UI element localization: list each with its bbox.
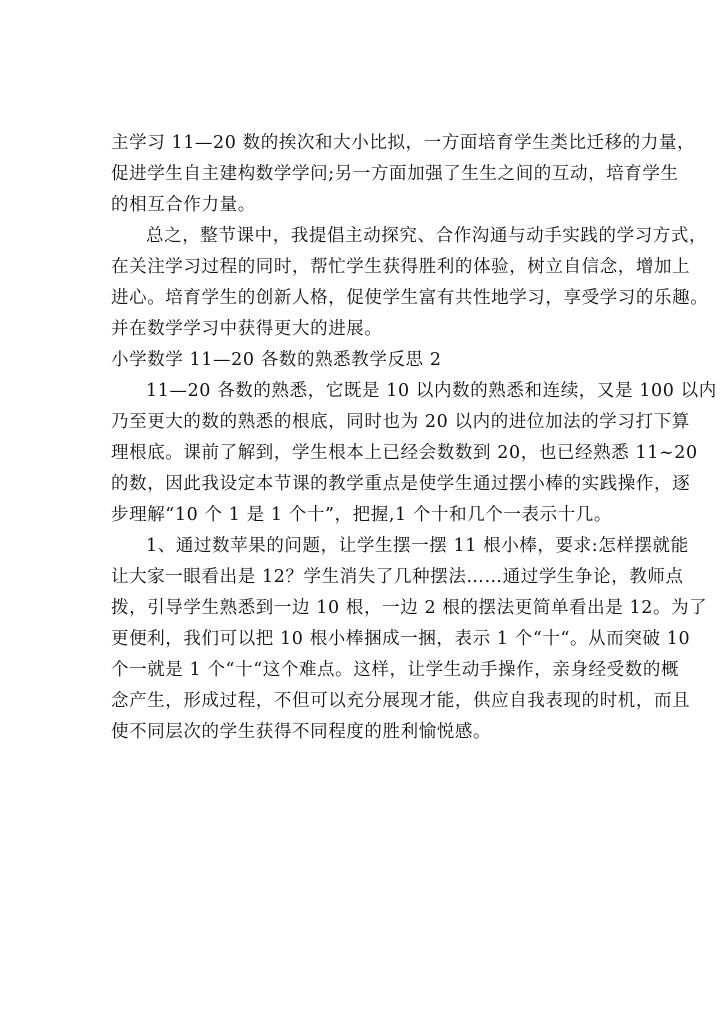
paragraph-summary [111, 221, 709, 345]
text-line: 使不同层次的学生获得不同程度的胜利愉悦感。 [111, 722, 492, 742]
text-line: 理根底。课前了解到，学生根本上已经会数数到 20，也已经熟悉 11~20 [111, 443, 698, 463]
text-line: 的数，因此我设定本节课的教学重点是使学生通过摆小棒的实践操作，逐 [111, 474, 691, 494]
text-line: 念产生，形成过程，不但可以充分展现才能，供应自我表现的时机，而且 [111, 691, 691, 711]
paragraph-point-1 [111, 531, 708, 748]
text-line: 的相互合作力量。 [111, 195, 256, 215]
text-line: 11—20 各数的熟悉，它既是 10 以内数的熟悉和连续，又是 100 以内 [146, 381, 717, 401]
text-line: 乃至更大的数的熟悉的根底，同时也为 20 以内的进位加法的学习打下算 [111, 412, 690, 432]
text-line: 更便利，我们可以把 10 根小棒捆成一捆，表示 1 个“十“。从而突破 10 [111, 629, 691, 649]
paragraph-intro [111, 376, 717, 531]
paragraph-continuation [111, 128, 696, 221]
text-line: 步理解“10 个 1 是 1 个十”，把握,1 个十和几个一表示十几。 [111, 505, 613, 525]
text-line: 在关注学习过程的同时，帮忙学生获得胜利的体验，树立自信念，增加上 [111, 257, 691, 277]
section-title: 小学数学 11—20 各数的熟悉教学反思 2 [111, 350, 442, 370]
text-line: 促进学生自主建构数学学问;另一方面加强了生生之间的互动，培育学生 [111, 164, 679, 184]
text-line: 主学习 11—20 数的挨次和大小比拟，一方面培育学生类比迁移的力量， [111, 133, 696, 153]
document-body [111, 128, 717, 748]
text-line: 拨，引导学生熟悉到一边 10 根，一边 2 根的摆法更简单看出是 12。为了 [111, 598, 708, 618]
text-line: 让大家一眼看出是 12？学生消失了几种摆法……通过学生争论，教师点 [111, 567, 684, 587]
text-line: 个一就是 1 个“十“这个难点。这样，让学生动手操作，亲身经受数的概 [111, 660, 680, 680]
text-line: 1、通过数苹果的问题，让学生摆一摆 11 根小棒，要求:怎样摆就能 [146, 536, 689, 556]
text-line: 进心。培育学生的创新人格，促使学生富有共性地学习，享受学习的乐趣。 [111, 288, 709, 308]
text-line: 并在数学学习中获得更大的进展。 [111, 319, 383, 339]
section-heading [111, 345, 641, 376]
text-line: 总之，整节课中，我提倡主动探究、合作沟通与动手实践的学习方式， [146, 226, 708, 246]
